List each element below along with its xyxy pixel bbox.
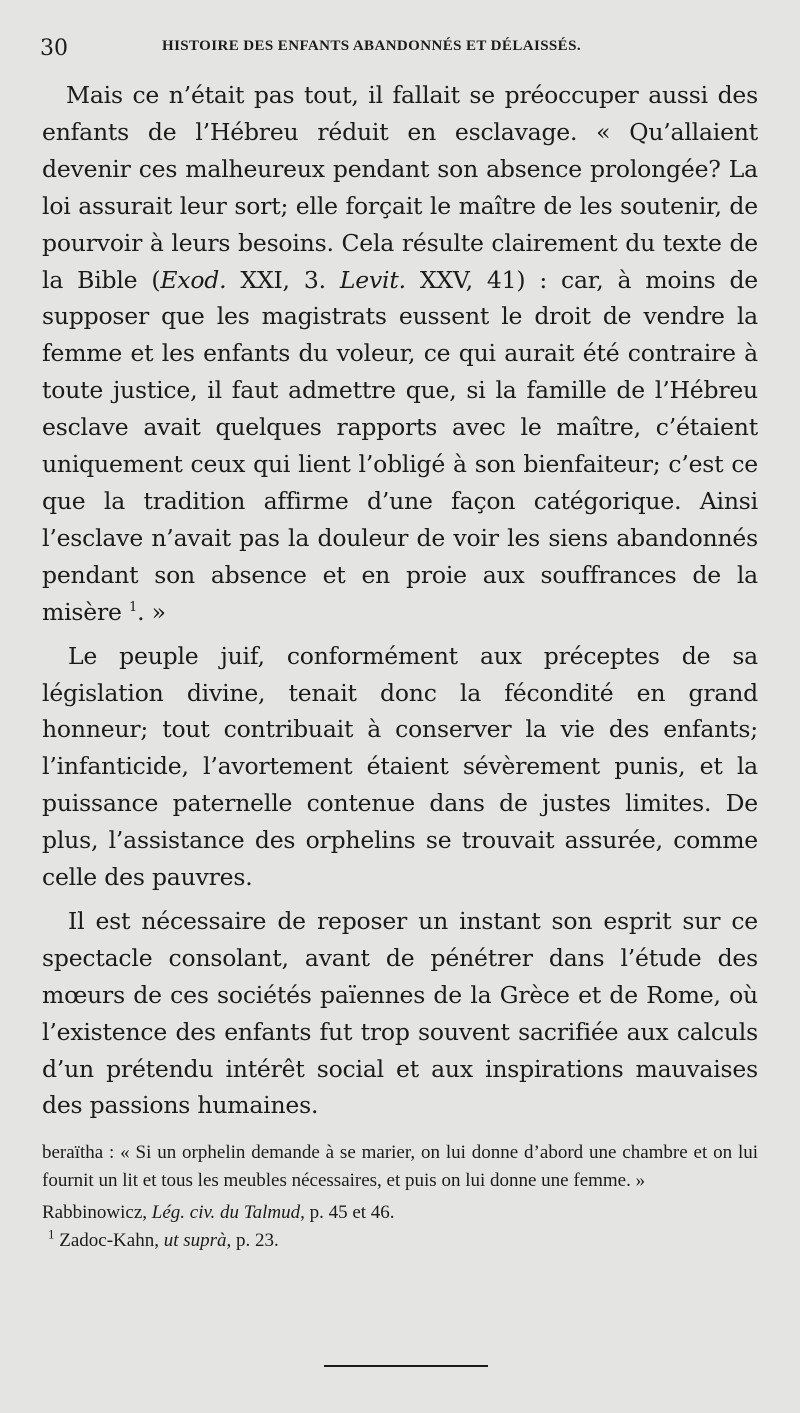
footnote-source [42,1199,758,1227]
paragraph-2: Le peuple juif, conformément aux préceptes de sa législation divine, tenait donc la fécondité en grand honneur; tout contribuait à conserver la vie des enfants; l’infanticide, l’avortement étaient sévèrement punis, et la puissance paternelle contenue dans de justes limites. De plus, l’assistance des orphelins se trouvait assurée, comme celle des pauvres. [42,641,758,892]
paragraph-1-text-c: XXV, 41) : car, à moins de supposer que les magistrats eussent le droit de vendre la femme et les enfants du voleur, ce qui aurait été contraire à toute justice, il faut admettre que, si la famille de l’Hébreu esclave avait quelques rapports avec le maître, c’étaient uniquement ceux qui lient l’obligé à son bienfaiteur; c’est ce que la tradition affirme d’une façon catégorique. Ainsi l’esclave n’avait pas la douleur de voir les siens abandonnés pendant son absence et en proie aux souffrances de la misère [42,265,759,626]
page-header [40,36,760,76]
paragraph-1 [42,77,758,631]
reference-leviticus: Levit. [339,265,406,294]
footnote-source-title: Lég. civ. du Talmud [151,1202,301,1223]
page-number: 30 [40,36,68,61]
footnote-1-reference: ut suprà [163,1229,227,1251]
end-rule [324,1365,488,1367]
footnote-1-author: Zadoc-Kahn, [54,1229,164,1251]
running-title: HISTOIRE DES ENFANTS ABANDONNÉS ET DÉLAISSÉS. [162,38,581,54]
main-text [42,77,758,1124]
footnote-1-pages: , p. 23. [226,1229,279,1251]
footnote-1-mark: 1 [48,1226,55,1242]
paragraph-1-text-a: Mais ce n’était pas tout, il fallait se préoccuper aussi des enfants de l’Hébreu réduit en esclavage. « Qu’allaient devenir ces malheureux pendant son absence prolongée? La loi assurait leur sort; elle forçait le maître de les soutenir, de pourvoir à leurs besoins. Cela résulte clairement du texte de la Bible ( [42,81,758,294]
footnote-continuation: beraïtha : « Si un orphelin demande à se marier, on lui donne d’abord une chambre et on lui fournit un lit et tous les meubles nécessaires, et puis on lui donne une femme. » [42,1142,758,1191]
reference-exodus: Exod. [160,265,227,294]
paragraph-3: Il est nécessaire de reposer un instant son esprit sur ce spectacle consolant, avant de pénétrer dans l’étude des mœurs de ces sociétés païennes de la Grèce et de Rome, où l’existence des enfants fut trop souvent sacrifiée aux calculs d’un prétendu intérêt social et aux inspirations mauvaises des passions humaines. [42,906,758,1120]
paragraph-1-text-d: . » [137,597,166,626]
paragraph-1-text-b: XXI, 3. [226,265,340,294]
footnote-mark-1: 1 [129,599,138,615]
footnote-source-author: Rabbinowicz, [42,1202,152,1223]
footnote-1 [42,1227,758,1255]
footnote-source-pages: , p. 45 et 46. [300,1202,395,1223]
footnotes [42,1139,758,1254]
